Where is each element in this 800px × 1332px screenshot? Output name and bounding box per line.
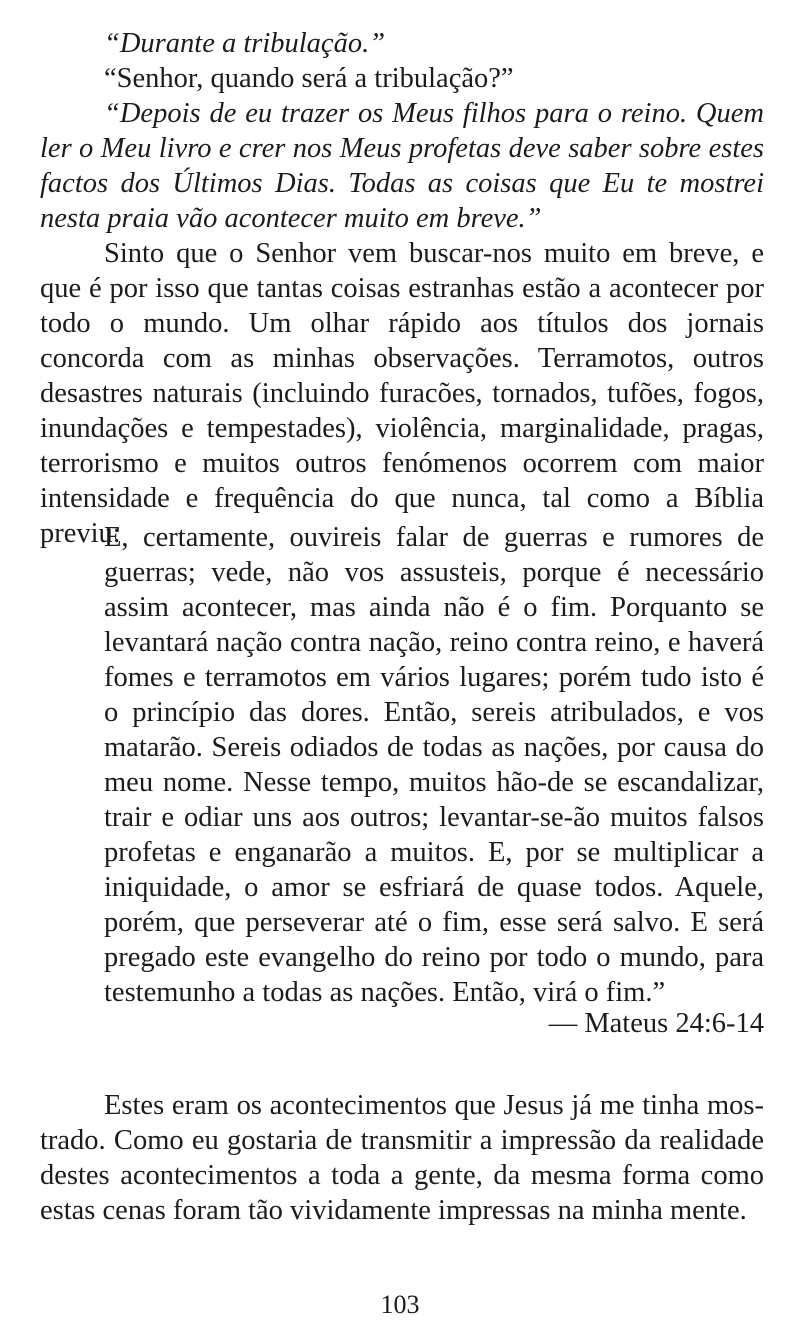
body-paragraph-1: Sinto que o Senhor vem buscar-nos muito em breve, e que é por isso que tantas coisas estranhas estão a acontecer por todo o mundo. Um olhar rápido aos títulos dos jornais concorda com as minhas observações. Terramotos, outros desastres naturais (incluindo furacões, tornados, tufões, fogos, inundações e tempestades), violência, marginalidade, pragas, terrorismo e muitos outros fenómenos ocorrem com maior intensidade e frequência do que nunca, tal como a Bíblia previu: [40,238,764,549]
dialogue-line-3: “Depois de eu trazer os Meus filhos para o reino. Quem ler o Meu livro e crer nos Meus profetas deve saber sobre estes factos dos Últimos Dias. Todas as coisas que Eu te mostrei nesta praia vão acontecer muito em breve.” [40,98,764,234]
page-number: 103 [380,1290,420,1319]
dialogue-block [40,26,764,551]
body-paragraph-2-text: Estes eram os acontecimentos que Jesus já me tinha mostrado. Como eu gostaria de transmitir a impressão da realidade destes acontecimentos a toda a gente, da mesma forma como estas cenas foram tão vividamente impressas na minha mente. [40,1090,764,1226]
dialogue-line-2: “Senhor, quando será a tribulação?” [104,63,514,94]
scripture-citation: — Mateus 24:6-14 [548,1008,764,1039]
dialogue-line-1: “Durante a tribulação.” [104,28,386,59]
scripture-quote: E, certamente, ouvireis falar de guerras e rumores de guerras; vede, não vos assusteis, porque é necessário assim acontecer, mas ainda não é o fim. Porquanto se levantará nação contra nação, reino contra reino, e haverá fomes e terramotos em vários lugares; porém tudo isto é o princípio das dores. Então, sereis atribulados, e vos matarão. Sereis odiados de todas as nações, por causa do meu nome. Nesse tempo, muitos hão-de se escandalizar, trair e odiar uns aos outros; levantar-se-ão muitos falsos profetas e enganarão a muitos. E, por se multiplicar a iniquidade, o amor se esfriará de quase todos. Aquele, porém, que perseverar até o fim, esse será salvo. E será pregado este evangelho do reino por todo o mundo, para testemunho a todas as nações. Então, virá o fim.” [104,522,764,1008]
body-paragraph-2 [40,1088,764,1228]
